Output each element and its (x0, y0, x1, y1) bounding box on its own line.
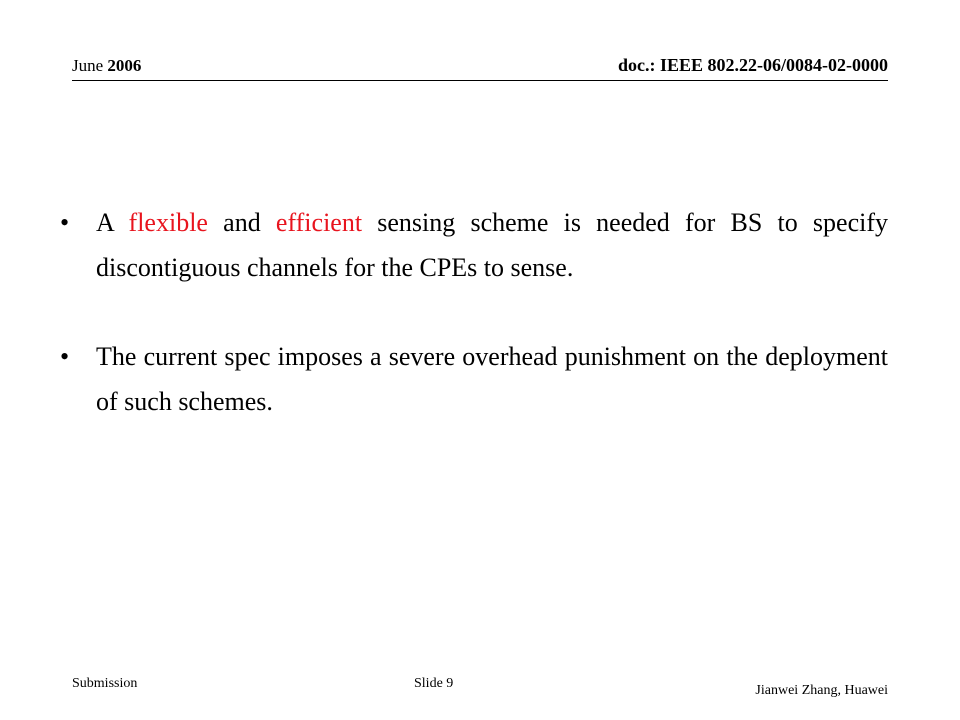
header-date (72, 56, 141, 76)
header-divider (72, 80, 888, 81)
bullet-text-part: sensing scheme is needed for BS to specify discontiguous channels for the CPEs to sense. (96, 208, 888, 282)
footer-submission: Submission (72, 676, 138, 691)
bullet-item-1 (60, 200, 888, 290)
header-month: June (72, 56, 104, 75)
bullet-marker: • (60, 342, 70, 371)
bullet-text-part: and (207, 208, 276, 237)
header-year: 2006 (107, 56, 142, 75)
document-id: doc.: IEEE 802.22-06/0084-02-0000 (618, 55, 888, 75)
footer-slide-number: Slide 9 (414, 676, 454, 691)
bullet-text-part: The current spec imposes a severe overhead punishment on the deployment of such schemes. (96, 342, 888, 416)
slide-body (60, 200, 888, 424)
highlight-word-efficient: efficient (275, 208, 363, 237)
bullet-item-2 (60, 334, 888, 424)
highlight-word-flexible: flexible (128, 208, 208, 237)
footer-author: Jianwei Zhang, Huawei (755, 683, 888, 698)
bullet-text-part: A (96, 208, 129, 237)
bullet-marker: • (60, 208, 70, 237)
